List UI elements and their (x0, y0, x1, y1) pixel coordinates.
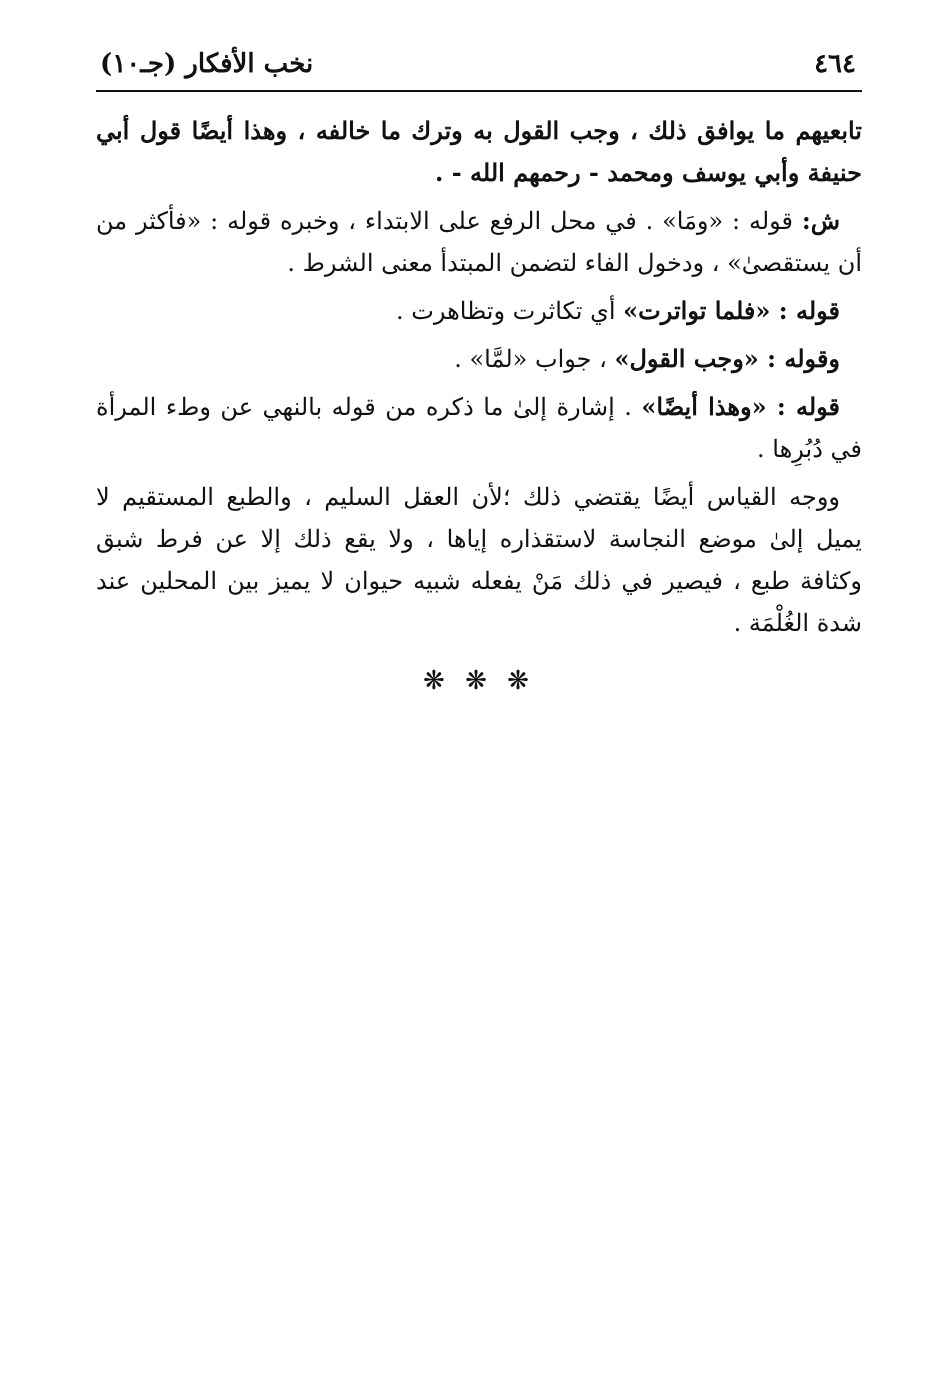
book-title: نخب الأفكار (جـ١٠) (100, 49, 314, 79)
page-body (96, 110, 862, 696)
paragraph-text: أي تكاثرت وتظاهرت . (396, 297, 624, 325)
paragraph-text: تابعيهم ما يوافق ذلك ، وجب القول به وترك ما خالفه ، وهذا أيضًا قول أبي حنيفة وأبي يوسف ومحمد - رحمهم الله - . (96, 116, 862, 187)
paragraph-text: ، جواب «لمَّا» . (454, 345, 615, 373)
paragraph-3 (96, 290, 862, 332)
page (96, 40, 862, 696)
section-ornament: ❋ ❋ ❋ (423, 666, 535, 696)
paragraph-text: قوله : «ومَا» . في محل الرفع على الابتداء ، وخبره قوله : «فأكثر من أن يستقصىٰ» ، ودخول الفاء لتضمن المبتدأ معنى الشرط . (96, 207, 862, 277)
paragraph-lead: وقوله : «وجب القول» (614, 344, 840, 373)
paragraph-lead: ش: (801, 206, 840, 235)
paragraph-lead: قوله : «وهذا أيضًا» (641, 392, 840, 421)
paragraph-lead: قوله : «فلما تواترت» (623, 296, 840, 325)
paragraph-text: . إشارة إلىٰ ما ذكره من قوله بالنهي عن وطء المرأة في دُبُرِها . (96, 393, 862, 463)
page-header (96, 40, 862, 92)
paragraph-4 (96, 338, 862, 380)
paragraph-text: ووجه القياس أيضًا يقتضي ذلك ؛لأن العقل السليم ، والطبع المستقيم لا يميل إلىٰ موضع النجاسة لاستقذاره إياها ، ولا يقع ذلك إلا عن فرط شبق وكثافة طبع ، فيصير في ذلك مَنْ يفعله شبيه حيوان لا يميز بين المحلين عند شدة الغُلْمَة . (96, 483, 862, 637)
paragraph-1 (96, 110, 862, 194)
paragraph-6 (96, 476, 862, 644)
paragraph-2 (96, 200, 862, 284)
paragraph-5 (96, 386, 862, 470)
page-number: ٤٦٤ (814, 49, 856, 79)
